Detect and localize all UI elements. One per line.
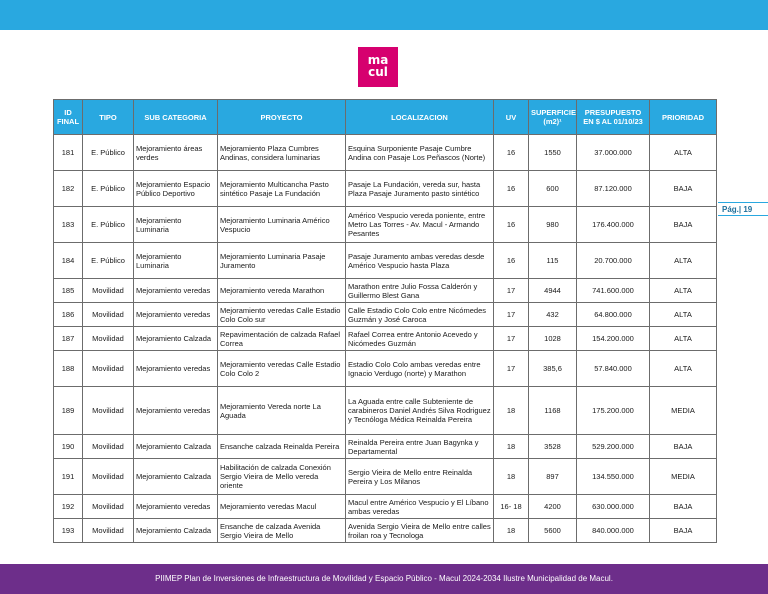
superficie-cell: 980 xyxy=(529,207,577,243)
id-final-cell: 186 xyxy=(54,303,83,327)
uv-cell: 17 xyxy=(494,327,529,351)
superficie-cell: 3528 xyxy=(529,435,577,459)
col-localizacion-header: LOCALIZACION xyxy=(346,100,494,135)
presupuesto-cell: 20.700.000 xyxy=(577,243,650,279)
uv-cell: 16 xyxy=(494,207,529,243)
superficie-cell: 385,6 xyxy=(529,351,577,387)
table-row xyxy=(54,351,717,387)
tipo-cell: Movilidad xyxy=(83,279,134,303)
sub-categoria-cell: Mejoramiento veredas xyxy=(134,351,218,387)
presupuesto-cell: 154.200.000 xyxy=(577,327,650,351)
superficie-cell: 600 xyxy=(529,171,577,207)
prioridad-cell: MEDIA xyxy=(650,459,717,495)
table-header-row xyxy=(54,100,717,135)
id-final-cell: 183 xyxy=(54,207,83,243)
superficie-cell: 1168 xyxy=(529,387,577,435)
prioridad-cell: BAJA xyxy=(650,435,717,459)
sub-categoria-cell: Mejoramiento veredas xyxy=(134,387,218,435)
id-final-cell: 190 xyxy=(54,435,83,459)
proyecto-cell: Mejoramiento veredas Calle Estadio Colo Colo sur xyxy=(218,303,346,327)
tipo-cell: Movilidad xyxy=(83,519,134,543)
prioridad-cell: ALTA xyxy=(650,243,717,279)
localizacion-cell: Rafael Correa entre Antonio Acevedo y Nicómedes Guzmán xyxy=(346,327,494,351)
localizacion-cell: Avenida Sergio Vieira de Mello entre calles froilan roa y Tecnologa xyxy=(346,519,494,543)
superficie-cell: 115 xyxy=(529,243,577,279)
logo-line-2: cul xyxy=(368,65,388,79)
table-row xyxy=(54,435,717,459)
table-row xyxy=(54,519,717,543)
col-tipo-header: TIPO xyxy=(83,100,134,135)
prioridad-cell: ALTA xyxy=(650,279,717,303)
table-row xyxy=(54,279,717,303)
uv-cell: 16 xyxy=(494,171,529,207)
sub-categoria-cell: Mejoramiento áreas verdes xyxy=(134,135,218,171)
proyecto-cell: Mejoramiento Luminaria Pasaje Juramento xyxy=(218,243,346,279)
id-final-cell: 189 xyxy=(54,387,83,435)
projects-table xyxy=(53,99,717,543)
table-row xyxy=(54,243,717,279)
prioridad-cell: BAJA xyxy=(650,519,717,543)
sub-categoria-cell: Mejoramiento Calzada xyxy=(134,519,218,543)
uv-cell: 17 xyxy=(494,279,529,303)
proyecto-cell: Ensanche calzada Reinalda Pereira xyxy=(218,435,346,459)
id-final-cell: 184 xyxy=(54,243,83,279)
table-row xyxy=(54,495,717,519)
superficie-cell: 4944 xyxy=(529,279,577,303)
localizacion-cell: Macul entre Américo Vespucio y El Líbano ambas veredas xyxy=(346,495,494,519)
prioridad-cell: BAJA xyxy=(650,207,717,243)
sub-categoria-cell: Mejoramiento veredas xyxy=(134,279,218,303)
localizacion-cell: Estadio Colo Colo ambas veredas entre Ignacio Verdugo (norte) y Marathon xyxy=(346,351,494,387)
table-row xyxy=(54,327,717,351)
tipo-cell: Movilidad xyxy=(83,303,134,327)
presupuesto-cell: 64.800.000 xyxy=(577,303,650,327)
presupuesto-cell: 87.120.000 xyxy=(577,171,650,207)
id-final-cell: 192 xyxy=(54,495,83,519)
proyecto-cell: Mejoramiento veredas Calle Estadio Colo Colo 2 xyxy=(218,351,346,387)
col-sub-categoria-header: SUB CATEGORIA xyxy=(134,100,218,135)
table-row xyxy=(54,207,717,243)
sub-categoria-cell: Mejoramiento Luminaria xyxy=(134,207,218,243)
table-body xyxy=(54,135,717,543)
sub-categoria-cell: Mejoramiento veredas xyxy=(134,495,218,519)
sub-categoria-cell: Mejoramiento Calzada xyxy=(134,435,218,459)
uv-cell: 18 xyxy=(494,387,529,435)
prioridad-cell: ALTA xyxy=(650,327,717,351)
prioridad-cell: MEDIA xyxy=(650,387,717,435)
proyecto-cell: Mejoramiento Luminaria Américo Vespucio xyxy=(218,207,346,243)
tipo-cell: Movilidad xyxy=(83,387,134,435)
col-id-final-header: ID FINAL xyxy=(54,100,83,135)
id-final-cell: 185 xyxy=(54,279,83,303)
superficie-cell: 4200 xyxy=(529,495,577,519)
proyecto-cell: Ensanche de calzada Avenida Sergio Vieira de Mello xyxy=(218,519,346,543)
col-uv-header: UV xyxy=(494,100,529,135)
presupuesto-cell: 529.200.000 xyxy=(577,435,650,459)
table-row xyxy=(54,135,717,171)
superficie-cell: 5600 xyxy=(529,519,577,543)
col-proyecto-header: PROYECTO xyxy=(218,100,346,135)
tipo-cell: Movilidad xyxy=(83,327,134,351)
presupuesto-cell: 840.000.000 xyxy=(577,519,650,543)
superficie-cell: 1028 xyxy=(529,327,577,351)
localizacion-cell: Calle Estadio Colo Colo entre Nicómedes Guzmán y José Caroca xyxy=(346,303,494,327)
proyecto-cell: Mejoramiento Plaza Cumbres Andinas, considera luminarias xyxy=(218,135,346,171)
localizacion-cell: Sergio Vieira de Mello entre Reinalda Pereira y Los Milanos xyxy=(346,459,494,495)
tipo-cell: E. Público xyxy=(83,135,134,171)
uv-cell: 18 xyxy=(494,435,529,459)
proyecto-cell: Mejoramiento veredas Macul xyxy=(218,495,346,519)
localizacion-cell: Reinalda Pereira entre Juan Bagynka y Departamental xyxy=(346,435,494,459)
prioridad-cell: ALTA xyxy=(650,303,717,327)
uv-cell: 17 xyxy=(494,351,529,387)
superficie-cell: 432 xyxy=(529,303,577,327)
tipo-cell: Movilidad xyxy=(83,495,134,519)
proyecto-cell: Mejoramiento vereda Marathon xyxy=(218,279,346,303)
localizacion-cell: Américo Vespucio vereda poniente, entre Metro Las Torres - Av. Macul - Armando Pesantes xyxy=(346,207,494,243)
proyecto-cell: Habilitación de calzada Conexión Sergio Vieira de Mello vereda oriente xyxy=(218,459,346,495)
prioridad-cell: ALTA xyxy=(650,135,717,171)
presupuesto-cell: 57.840.000 xyxy=(577,351,650,387)
id-final-cell: 181 xyxy=(54,135,83,171)
uv-cell: 18 xyxy=(494,459,529,495)
tipo-cell: Movilidad xyxy=(83,351,134,387)
sub-categoria-cell: Mejoramiento Calzada xyxy=(134,327,218,351)
presupuesto-cell: 630.000.000 xyxy=(577,495,650,519)
id-final-cell: 191 xyxy=(54,459,83,495)
tipo-cell: E. Público xyxy=(83,207,134,243)
localizacion-cell: Marathon entre Julio Fossa Calderón y Guillermo Blest Gana xyxy=(346,279,494,303)
macul-logo xyxy=(358,47,398,87)
prioridad-cell: BAJA xyxy=(650,495,717,519)
sub-categoria-cell: Mejoramiento Calzada xyxy=(134,459,218,495)
localizacion-cell: Pasaje La Fundación, vereda sur, hasta Plaza Pasaje Juramento pasto sintético xyxy=(346,171,494,207)
sub-categoria-cell: Mejoramiento veredas xyxy=(134,303,218,327)
id-final-cell: 187 xyxy=(54,327,83,351)
uv-cell: 17 xyxy=(494,303,529,327)
col-superficie-header: SUPERFICIE (m2)¹ xyxy=(529,100,577,135)
tipo-cell: E. Público xyxy=(83,171,134,207)
table-row xyxy=(54,459,717,495)
tipo-cell: Movilidad xyxy=(83,459,134,495)
superficie-cell: 897 xyxy=(529,459,577,495)
presupuesto-cell: 134.550.000 xyxy=(577,459,650,495)
page-number: Pág.| 19 xyxy=(718,202,768,216)
presupuesto-cell: 176.400.000 xyxy=(577,207,650,243)
prioridad-cell: BAJA xyxy=(650,171,717,207)
uv-cell: 16 xyxy=(494,135,529,171)
sub-categoria-cell: Mejoramiento Luminaria xyxy=(134,243,218,279)
id-final-cell: 188 xyxy=(54,351,83,387)
table-row xyxy=(54,171,717,207)
id-final-cell: 193 xyxy=(54,519,83,543)
table-row xyxy=(54,303,717,327)
presupuesto-cell: 741.600.000 xyxy=(577,279,650,303)
proyecto-cell: Repavimentación de calzada Rafael Correa xyxy=(218,327,346,351)
localizacion-cell: Esquina Surponiente Pasaje Cumbre Andina con Pasaje Los Peñascos (Norte) xyxy=(346,135,494,171)
top-banner xyxy=(0,0,768,30)
footer-banner: PIIMEP Plan de Inversiones de Infraestructura de Movilidad y Espacio Público - Macul 2024-2034 Ilustre Municipalidad de Macul. xyxy=(0,564,768,594)
uv-cell: 16 xyxy=(494,243,529,279)
localizacion-cell: La Aguada entre calle Subteniente de carabineros Daniel Andrés Silva Rodriguez y Tecnóloga Médica Reinalda Pereira xyxy=(346,387,494,435)
uv-cell: 16- 18 xyxy=(494,495,529,519)
sub-categoria-cell: Mejoramiento Espacio Público Deportivo xyxy=(134,171,218,207)
presupuesto-cell: 37.000.000 xyxy=(577,135,650,171)
proyecto-cell: Mejoramiento Multicancha Pasto sintético Pasaje La Fundación xyxy=(218,171,346,207)
tipo-cell: Movilidad xyxy=(83,435,134,459)
col-presupuesto-header: PRESUPUESTO EN $ AL 01/10/23 xyxy=(577,100,650,135)
col-prioridad-header: PRIORIDAD xyxy=(650,100,717,135)
logo-line-1: ma xyxy=(367,53,389,67)
superficie-cell: 1550 xyxy=(529,135,577,171)
id-final-cell: 182 xyxy=(54,171,83,207)
uv-cell: 18 xyxy=(494,519,529,543)
localizacion-cell: Pasaje Juramento ambas veredas desde Américo Vespucio hasta Plaza xyxy=(346,243,494,279)
tipo-cell: E. Público xyxy=(83,243,134,279)
proyecto-cell: Mejoramiento Vereda norte La Aguada xyxy=(218,387,346,435)
presupuesto-cell: 175.200.000 xyxy=(577,387,650,435)
prioridad-cell: ALTA xyxy=(650,351,717,387)
table-row xyxy=(54,387,717,435)
